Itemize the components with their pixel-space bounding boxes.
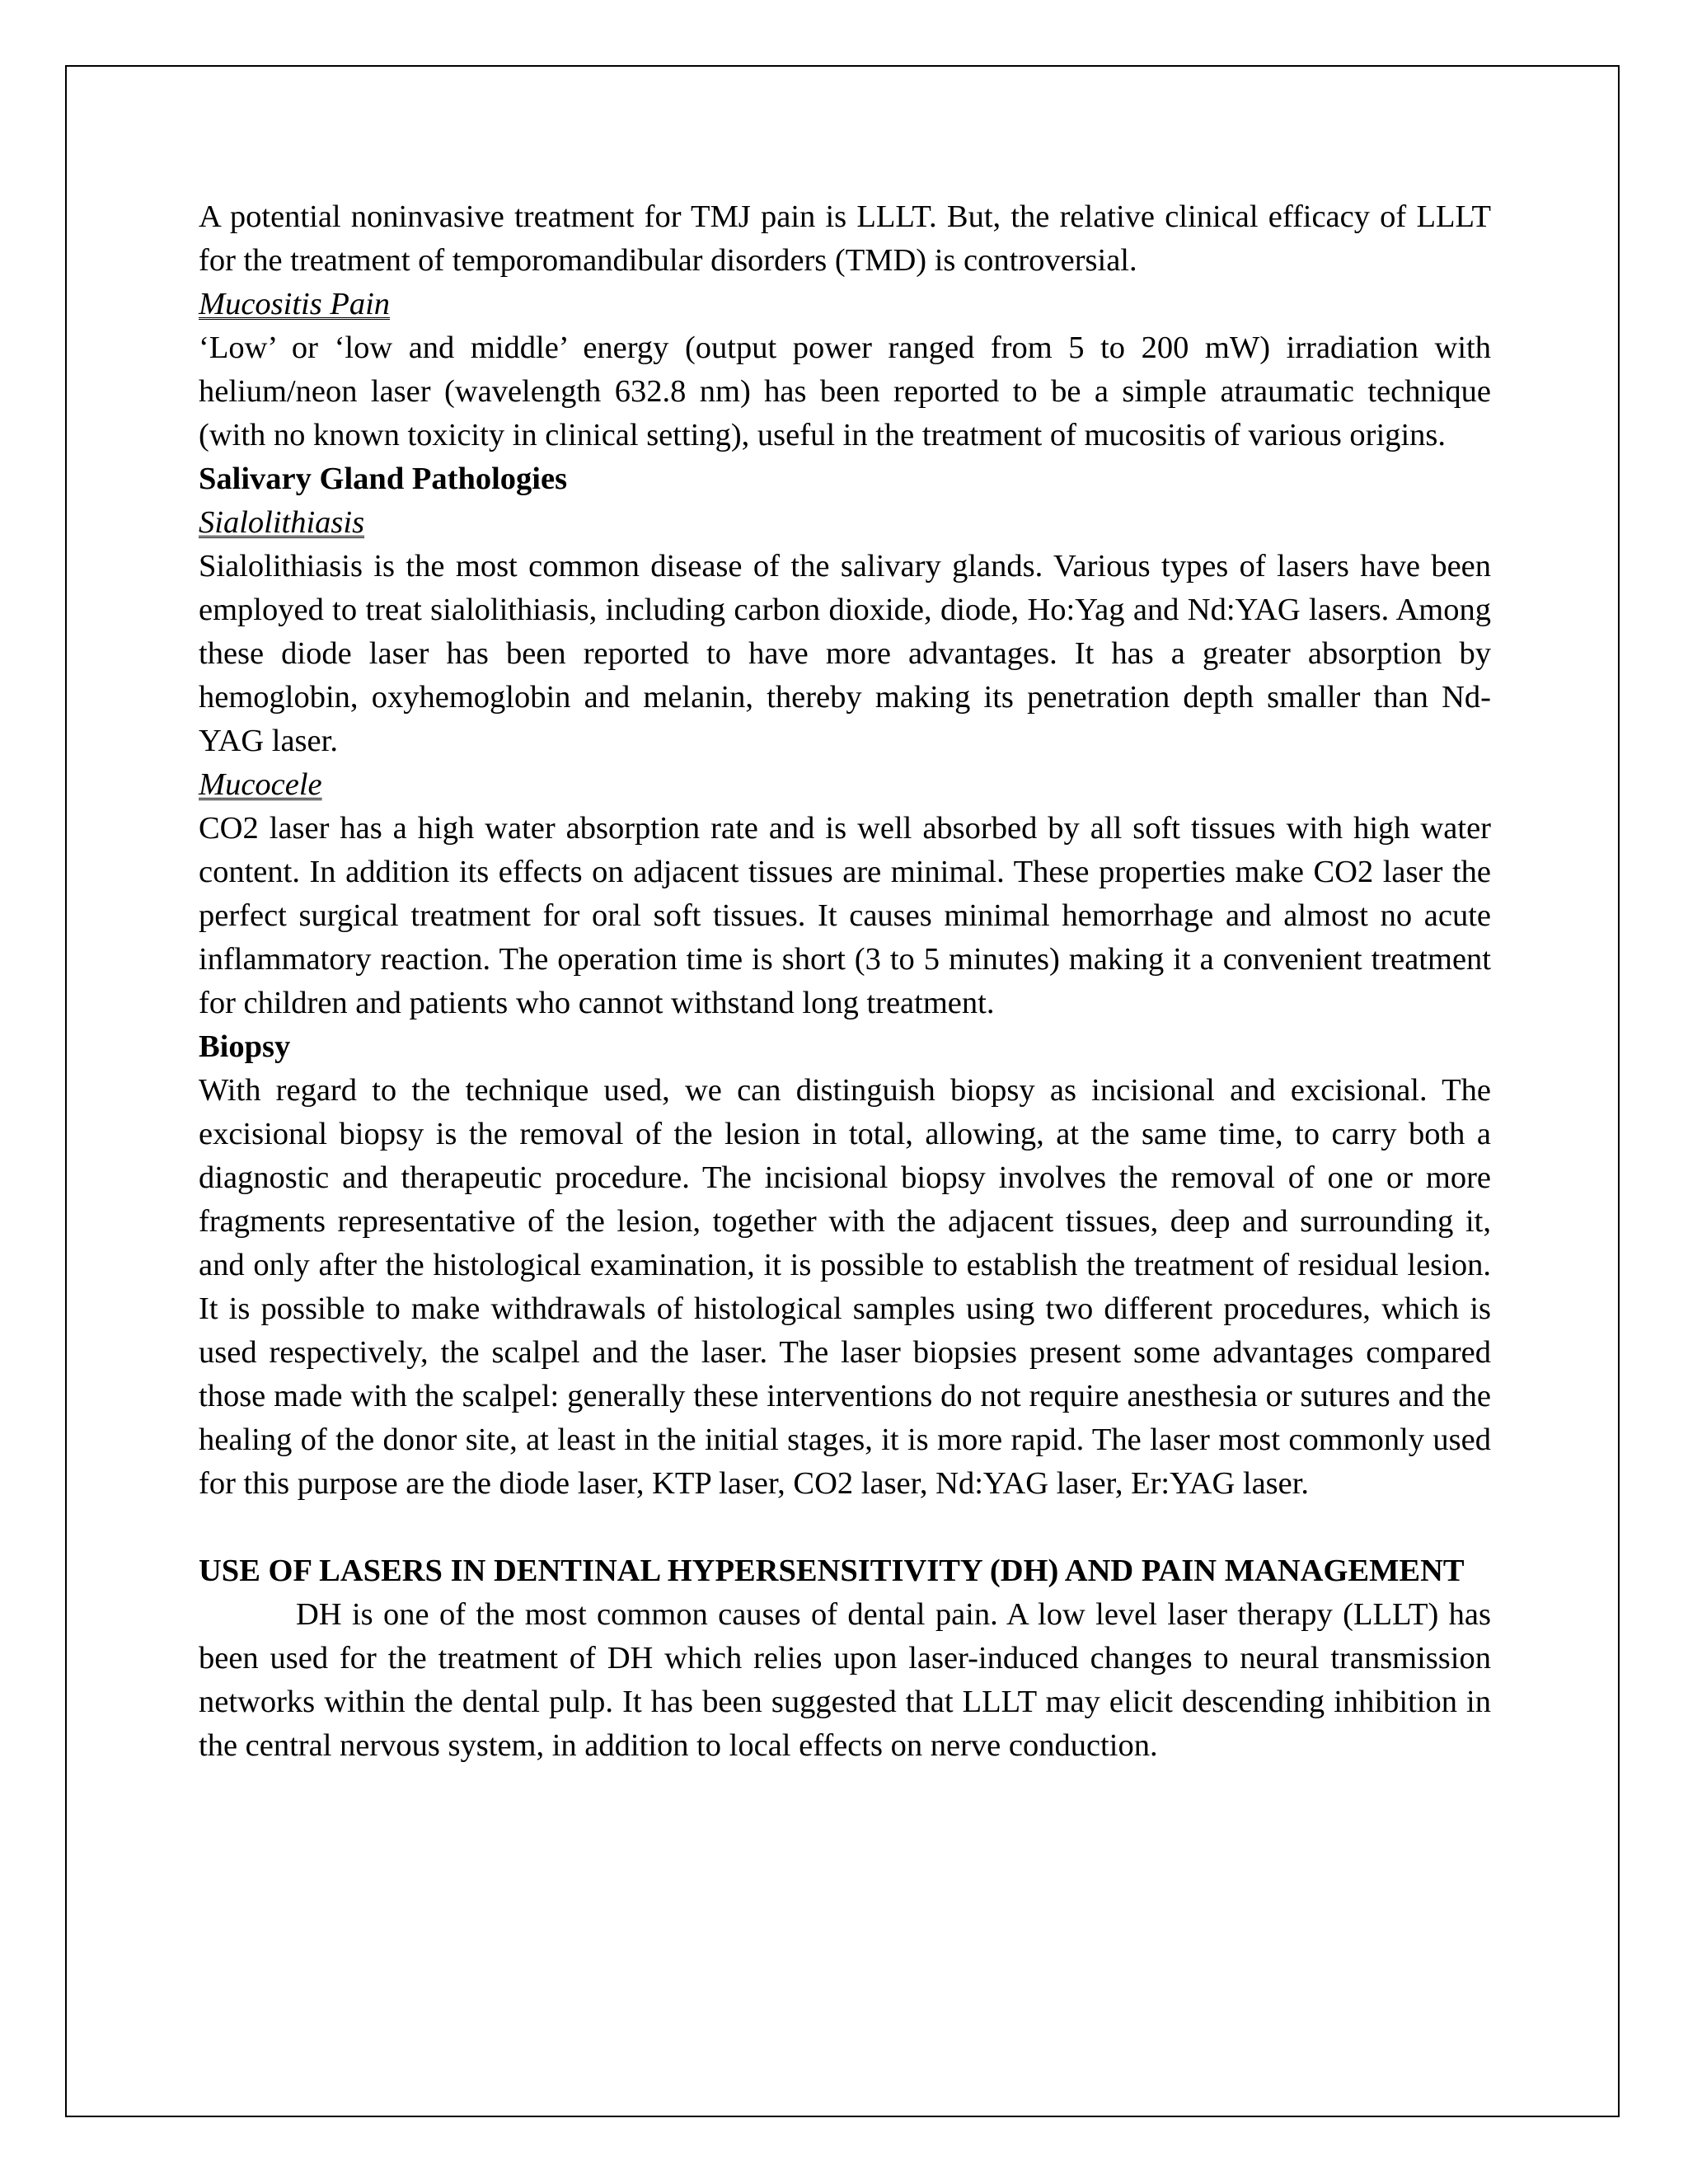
paragraph-mucositis: ‘Low’ or ‘low and middle’ energy (output power ranged from 5 to 200 mW) irradiation with helium/neon laser (wavelength 632.8 nm) has been reported to be a simple atraumatic technique (with no known toxicity in clinical setting), useful in the treatment of mucositis of various origins.: [199, 330, 1491, 452]
heading-dentinal-hypersensitivity: USE OF LASERS IN DENTINAL HYPERSENSITIVITY (DH) AND PAIN MANAGEMENT: [199, 1554, 1465, 1588]
subheading-sialolithiasis-text: Sialolithiasis: [199, 505, 365, 540]
subheading-sialolithiasis: [199, 501, 1491, 545]
subheading-mucositis-pain-text: Mucositis Pain: [199, 287, 391, 321]
heading-biopsy: Biopsy: [199, 1029, 291, 1064]
section-spacer: [199, 1506, 1491, 1549]
paragraph-biopsy: With regard to the technique used, we can distinguish biopsy as incisional and excisional. The excisional biopsy is the removal of the lesion in total, allowing, at the same time, to carry both a diagnostic and therapeutic procedure. The incisional biopsy involves the removal of one or more fragments representative of the lesion, together with the adjacent tissues, deep and surrounding it, and only after the histological examination, it is possible to establish the treatment of residual lesion. It is possible to make withdrawals of histological samples using two different procedures, which is used respectively, the scalpel and the laser. The laser biopsies present some advantages compared those made with the scalpel: generally these interventions do not require anesthesia or sutures and the healing of the donor site, at least in the initial stages, it is more rapid. The laser most commonly used for this purpose are the diode laser, KTP laser, CO2 laser, Nd:YAG laser, Er:YAG laser.: [199, 1073, 1491, 1501]
subheading-mucocele: [199, 763, 1491, 807]
paragraph-mucocele: CO2 laser has a high water absorption rate and is well absorbed by all soft tissues with high water content. In addition its effects on adjacent tissues are minimal. These properties make CO2 laser the perfect surgical treatment for oral soft tissues. It causes minimal hemorrhage and almost no acute inflammatory reaction. The operation time is short (3 to 5 minutes) making it a convenient treatment for children and patients who cannot withstand long treatment.: [199, 811, 1491, 1020]
paragraph-tmj: A potential noninvasive treatment for TMJ pain is LLLT. But, the relative clinical efficacy of LLLT for the treatment of temporomandibular disorders (TMD) is controversial.: [199, 199, 1491, 278]
subheading-mucositis-pain: [199, 283, 1491, 326]
heading-salivary-gland: Salivary Gland Pathologies: [199, 462, 568, 496]
subheading-mucocele-text: Mucocele: [199, 767, 322, 802]
paragraph-sialolithiasis: Sialolithiasis is the most common disease of the salivary glands. Various types of lasers have been employed to treat sialolithiasis, including carbon dioxide, diode, Ho:Yag and Nd:YAG lasers. Among these diode laser has been reported to have more advantages. It has a greater absorption by hemoglobin, oxyhemoglobin and melanin, thereby making its penetration depth smaller than Nd-YAG laser.: [199, 549, 1491, 758]
document-body: [199, 195, 1491, 1768]
paragraph-dentinal-hypersensitivity: DH is one of the most common causes of dental pain. A low level laser therapy (LLLT) has been used for the treatment of DH which relies upon laser-induced changes to neural transmission networks within the dental pulp. It has been suggested that LLLT may elicit descending inhibition in the central nervous system, in addition to local effects on nerve conduction.: [199, 1597, 1491, 1763]
